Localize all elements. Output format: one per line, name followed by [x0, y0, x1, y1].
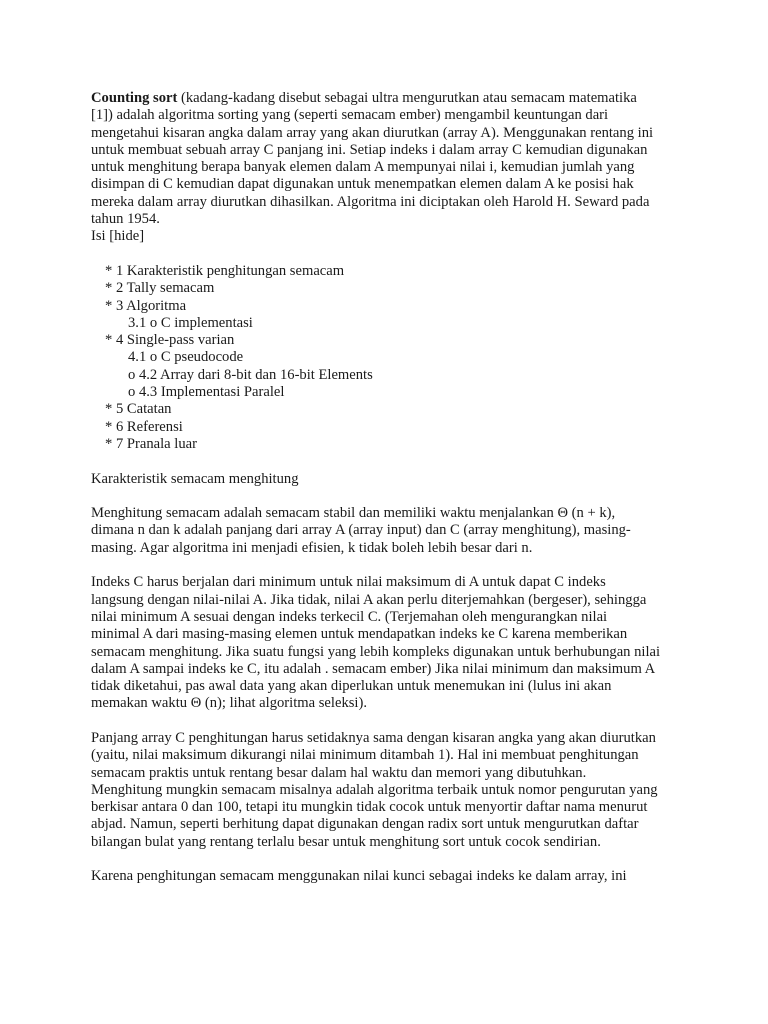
intro-line: tahun 1954. [91, 211, 160, 228]
toc-subitem[interactable]: 4.1 o C pseudocode [128, 349, 244, 366]
paragraph-line: Menghitung mungkin semacam misalnya adalah algoritma terbaik untuk nomor pengurutan yang [91, 781, 658, 798]
intro-line: (kadang-kadang disebut sebagai ultra mengurutkan atau semacam matematika [177, 90, 637, 106]
intro-line: untuk menghitung berapa banyak elemen dalam A mempunyai nilai i, kemudian jumlah yang [91, 159, 635, 176]
toc-item[interactable]: * 1 Karakteristik penghitungan semacam [105, 262, 345, 279]
paragraph-line: tidak diketahui, pas awal data yang akan diperlukan untuk menemukan ini (lulus ini akan [91, 678, 612, 695]
paragraph-line: Panjang array C penghitungan harus setidaknya sama dengan kisaran angka yang akan diurutkan [91, 729, 656, 746]
paragraph-line: Indeks C harus berjalan dari minimum untuk nilai maksimum di A untuk dapat C indeks [91, 574, 606, 591]
paragraph-line: Menghitung semacam adalah semacam stabil dan memiliki waktu menjalankan Θ (n + k), [91, 505, 616, 522]
paragraph-line: langsung dengan nilai-nilai A. Jika tidak, nilai A akan perlu diterjemahkan (bergeser), sehingga [91, 591, 647, 608]
toc-item[interactable]: * 2 Tally semacam [105, 280, 215, 297]
intro-line: mereka dalam array diurutkan dihasilkan. Algoritma ini diciptakan oleh Harold H. Seward pada [91, 193, 650, 210]
paragraph-line: (yaitu, nilai maksimum dikurangi nilai minimum ditambah 1). Hal ini membuat penghitungan [91, 747, 639, 764]
paragraph-line: dimana n dan k adalah panjang dari array A (array input) dan C (array menghitung), masing- [91, 522, 631, 539]
paragraph-line: Karena penghitungan semacam menggunakan nilai kunci sebagai indeks ke dalam array, ini [91, 868, 627, 885]
intro-line: [1]) adalah algoritma sorting yang (seperti semacam ember) mengambil keuntungan dari [91, 107, 609, 124]
toc-item[interactable]: * 4 Single-pass varian [105, 332, 235, 349]
toc-subitem[interactable]: o 4.3 Implementasi Paralel [128, 384, 285, 401]
paragraph-4 [91, 868, 691, 885]
intro-line: disimpan di C kemudian dapat digunakan untuk menempatkan elemen dalam A ke posisi hak [91, 176, 634, 193]
paragraph-line: berkisar antara 0 dan 100, tetapi itu mungkin tidak cocok untuk menyortir daftar nama menurut [91, 799, 648, 816]
toc-subitem[interactable]: o 4.2 Array dari 8-bit dan 16-bit Elements [128, 366, 373, 383]
paragraph-line: dalam A sampai indeks ke C, itu adalah . semacam ember) Jika nilai minimum dan maksimum A [91, 660, 656, 677]
intro-line: untuk membuat sebuah array C panjang ini. Setiap indeks i dalam array C kemudian digunakan [91, 141, 648, 158]
paragraph-line: abjad. Namun, seperti berhitung dapat digunakan dengan radix sort untuk mengurutkan daftar [91, 816, 639, 833]
intro-paragraph [91, 90, 691, 246]
paragraph-1 [91, 505, 691, 557]
toc-header: Isi [hide] [91, 228, 145, 245]
table-of-contents [91, 263, 691, 453]
paragraph-line: semacam praktis untuk rentang besar dalam hal waktu dan memori yang dibutuhkan. [91, 764, 587, 781]
toc-subitem[interactable]: 3.1 o C implementasi [128, 314, 253, 331]
paragraph-line: nilai minimum A sesuai dengan indeks terkecil C. (Terjemahan oleh mengurangkan nilai [91, 608, 608, 625]
paragraph-line: minimal A dari masing-masing elemen untuk mendapatkan indeks ke C karena memberikan [91, 626, 628, 643]
toc-item[interactable]: * 5 Catatan [105, 401, 172, 418]
section-heading: Karakteristik semacam menghitung [91, 470, 299, 487]
paragraph-3 [91, 730, 691, 851]
paragraph-line: semacam menghitung. Jika suatu fungsi yang lebih kompleks digunakan untuk berhubungan nilai [91, 643, 661, 660]
intro-line: mengetahui kisaran angka dalam array yang akan diurutkan (array A). Menggunakan rentang ini [91, 124, 654, 141]
term-counting-sort: Counting sort [91, 90, 178, 106]
document-page [91, 90, 691, 886]
toc-item[interactable]: * 7 Pranala luar [105, 435, 197, 452]
paragraph-line: bilangan bulat yang rentang terlalu besar untuk menghitung sort untuk cocok sendirian. [91, 833, 601, 850]
paragraph-2 [91, 574, 691, 712]
toc-item[interactable]: * 3 Algoritma [105, 297, 187, 314]
toc-item[interactable]: * 6 Referensi [105, 418, 183, 435]
paragraph-line: masing. Agar algoritma ini menjadi efisien, k tidak boleh lebih besar dari n. [91, 539, 533, 556]
paragraph-line: memakan waktu Θ (n); lihat algoritma seleksi). [91, 695, 367, 712]
